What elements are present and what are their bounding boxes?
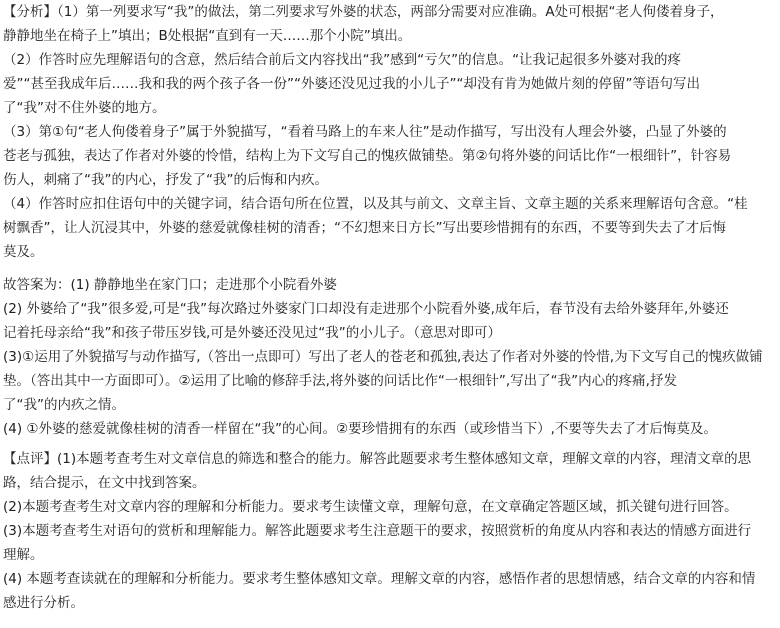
- comment-line: 【点评】(1)本题考查考生对文章信息的筛选和整合的能力。解答此题要求考生整体感知文章，理解文章的内容，理清文章的思: [3, 451, 752, 467]
- analysis-line: 爱”“甚至我成年后……我和我的两个孩子各一份”“外婆还没见过我的小儿子”“却没有肯为她做片刻的停留”等语句写出: [3, 76, 700, 92]
- answer-section: [3, 273, 775, 441]
- comment-line: (3)本题考查考生对语句的赏析和理解能力。解答此题要求考生注意题干的要求，按照赏析的角度从内容和表达的情感方面进行: [3, 523, 752, 539]
- comment-line: (2)本题考查考生对文章内容的理解和分析能力。要求考生读懂文章，理解句意，在文章确定答题区域，抓关键句进行回答。: [3, 499, 738, 515]
- comment-line: (4) 本题考查读就在的理解和分析能力。要求考生整体感知文章。理解文章的内容，感悟作者的思想情感，结合文章的内容和情: [3, 571, 756, 587]
- analysis-line: 了“我”对不住外婆的地方。: [3, 100, 166, 116]
- comment-line: 理解。: [3, 547, 44, 563]
- section-gap: [3, 264, 775, 273]
- analysis-line: （4）作答时应扣住语句中的关键字词，结合语句所在位置，以及其与前文、文章主旨、文章主题的关系来理解语句含意。“桂: [3, 196, 748, 212]
- comment-line: 路，结合提示，在文中找到答案。: [3, 475, 206, 491]
- analysis-line: 【分析】（1）第一列要求写“我”的做法，第二列要求写外婆的状态，两部分需要对应准确。A处可根据“老人佝偻着身子，: [3, 4, 724, 20]
- answer-line: 了“我”的内疚之情。: [3, 397, 125, 413]
- analysis-line: 伤人，刺痛了“我”的内心，抒发了“我”的后悔和内疚。: [3, 172, 328, 188]
- analysis-line: 莫及。: [3, 244, 44, 260]
- analysis-line: （2）作答时应先理解语句的含意，然后结合前后文内容找出“我”感到“亏欠”的信息。“让我记起很多外婆对我的疼: [3, 52, 682, 68]
- answer-line: (2) 外婆给了“我”很多爱,可是“我”每次路过外婆家门口却没有走进那个小院看外婆,成年后，春节没有去给外婆拜年,外婆还: [3, 301, 729, 317]
- analysis-section: [3, 0, 775, 264]
- comment-section: [3, 447, 775, 615]
- answer-line: (4) ①外婆的慈爱就像桂树的清香一样留在“我”的心间。②要珍惜拥有的东西（或珍惜当下）,不要等失去了才后悔莫及。: [3, 421, 717, 437]
- analysis-line: 静静地坐在椅子上”填出；B处根据“直到有一天……那个小院”填出。: [3, 28, 412, 44]
- comment-line: 感进行分析。: [3, 595, 84, 611]
- answer-line: 故答案为：(1) 静静地坐在家门口；走进那个小院看外婆: [3, 277, 337, 293]
- analysis-line: （3）第①句“老人佝偻着身子”属于外貌描写，“看着马路上的车来人往”是动作描写，写出没有人理会外婆，凸显了外婆的: [3, 124, 727, 140]
- solution-document: [3, 0, 775, 615]
- analysis-line: 苍老与孤独，表达了作者对外婆的怜惜，结构上为下文写自己的愧疚做铺垫。第②句将外婆的问话比作“一根细针”，针容易: [3, 148, 732, 164]
- answer-line: (3)①运用了外貌描写与动作描写,（答出一点即可）写出了老人的苍老和孤独,表达了作者对外婆的怜惜,为下文写自己的愧疚做铺: [3, 349, 763, 365]
- analysis-line: 树飘香”，让人沉浸其中，外婆的慈爱就像桂树的清香；“不幻想来日方长”写出要珍惜拥有的东西，不要等到失去了才后悔: [3, 220, 726, 236]
- answer-line: 垫。（答出其中一方面即可）。②运用了比喻的修辞手法,将外婆的问话比作“一根细针”,写出了“我”内心的疼痛,抒发: [3, 373, 677, 389]
- answer-line: 记着托母亲给“我”和孩子带压岁钱,可是外婆还没见过“我”的小儿子。（意思对即可）: [3, 325, 502, 341]
